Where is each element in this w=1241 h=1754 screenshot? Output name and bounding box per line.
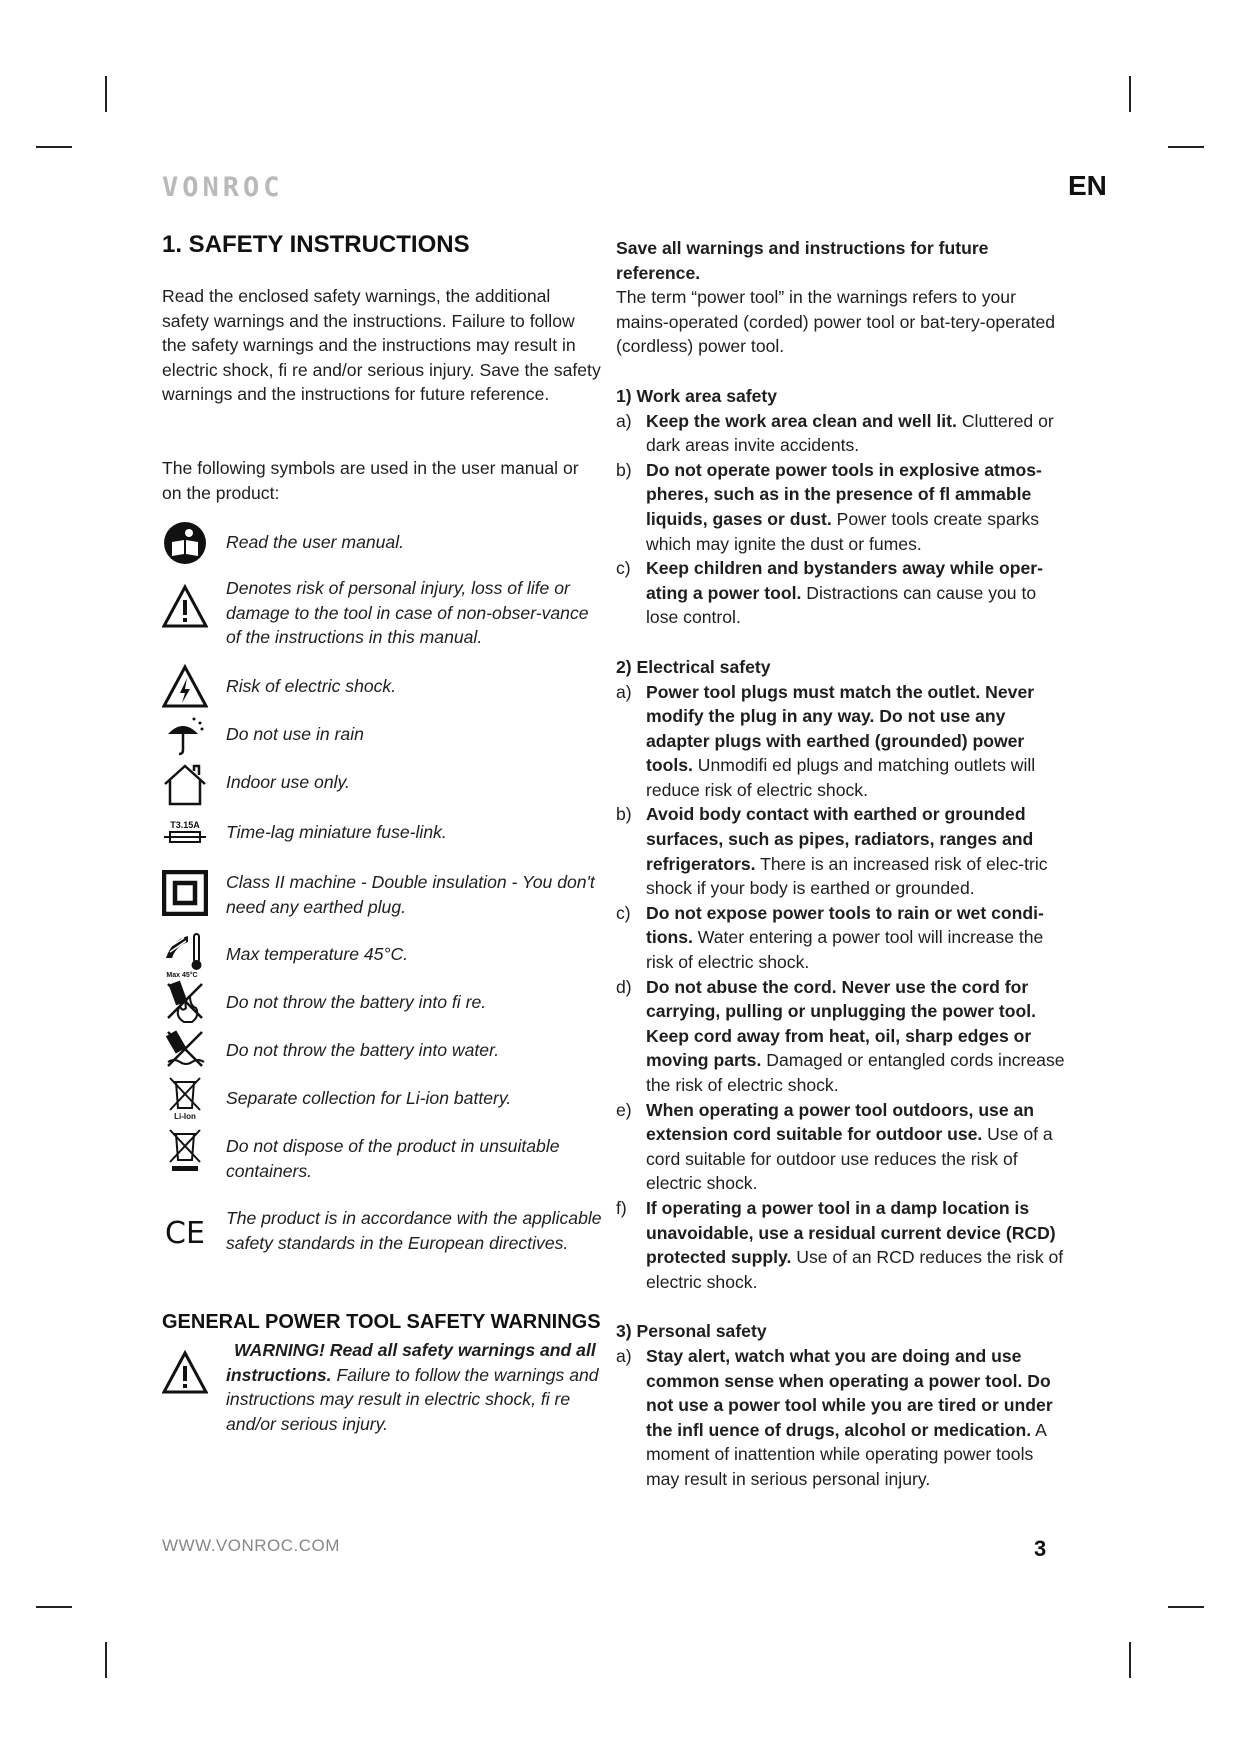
list-item: c) Do not expose power tools to rain or wet condi-tions. Water entering a power tool will increase the risk of electric shock. (616, 902, 1044, 973)
thermometer-label: Max 45°C (166, 972, 198, 978)
section-electrical (616, 655, 1066, 1294)
fuse-icon (162, 810, 208, 856)
ce-mark-text: CE (165, 1216, 205, 1251)
general-warnings-heading: GENERAL POWER TOOL SAFETY WARNINGS (162, 1311, 601, 1333)
language-code: EN (1068, 170, 1107, 201)
general-warning-rest: Failure to follow the warnings and instructions may result in electric shock, fi re and/or serious injury. (226, 1364, 599, 1434)
symbol-text: Read the user manual. (226, 532, 404, 552)
thermometer-icon (162, 932, 208, 978)
li-ion-label: Li-Ion (174, 1112, 196, 1120)
symbol-text: Do not use in rain (226, 724, 364, 744)
general-warning-text (226, 1338, 606, 1436)
section-work-area (616, 384, 1066, 630)
symbol-text: Do not throw the battery into fi re. (226, 992, 487, 1012)
no-fire-icon (162, 978, 208, 1024)
page-title: 1. SAFETY INSTRUCTIONS (162, 231, 470, 258)
symbol-text: Do not throw the battery into water. (226, 1040, 500, 1060)
section-heading: 3) Personal safety (616, 1321, 767, 1342)
read-manual-icon (162, 520, 208, 566)
li-ion-bin-icon (162, 1074, 208, 1120)
list-item: e) When operating a power tool outdoors, use an extension cord suitable for outdoor use. Use of a cord suitable for outdoor use reduces the risk of electric shock. (616, 1099, 1053, 1194)
right-column (616, 236, 1066, 1492)
brand-logo: VONROC (162, 172, 284, 203)
symbol-text: Separate collection for Li-ion battery. (226, 1088, 512, 1108)
section-heading: 2) Electrical safety (616, 656, 771, 677)
crop-mark (36, 1606, 72, 1608)
page-number: 3 (1034, 1536, 1047, 1561)
footer-url: WWW.VONROC.COM (162, 1536, 340, 1555)
crop-mark (105, 1642, 107, 1678)
crop-mark (1129, 76, 1131, 112)
list-item: a) Keep the work area clean and well lit. Cluttered or dark areas invite accidents. (616, 410, 1054, 456)
symbol-text: Denotes risk of personal injury, loss of life or damage to the tool in case of non-obser-vance of the instructions in this manual. (226, 578, 589, 648)
symbol-text: Class II machine - Double insulation - You don't need any earthed plug. (226, 872, 595, 917)
symbol-text: Max temperature 45°C. (226, 944, 409, 964)
crop-mark (1129, 1642, 1131, 1678)
crossed-bin-icon (162, 1126, 208, 1172)
intro-paragraph: Read the enclosed safety warnings, the additional safety warnings and the instructions. Failure to follow the safety warnings and the instructions may result in electric shock, fi re and/or serious injury. Save the safety warnings and the instructions for future reference. (162, 286, 601, 405)
crop-mark (1168, 146, 1204, 148)
crop-mark (105, 76, 107, 112)
symbol-text: The product is in accordance with the applicable safety standards in the European directives. (226, 1208, 602, 1253)
fuse-label: T3.15A (170, 820, 200, 830)
symbol-text: Do not dispose of the product in unsuitable containers. (226, 1136, 560, 1181)
list-item: a) Power tool plugs must match the outlet. Never modify the plug in any way. Do not use any adapter plugs with earthed (grounded) power tools. Unmodifi ed plugs and matching outlets will reduce risk of electric shock. (616, 681, 1036, 800)
electric-shock-icon (162, 664, 208, 710)
symbol-text: Time-lag miniature fuse-link. (226, 822, 447, 842)
list-item: b) Avoid body contact with earthed or grounded surfaces, such as pipes, radiators, ranges and refrigerators. There is an increased risk of elec-tric shock if your body is earthed or grounded. (616, 804, 1048, 899)
symbols-intro: The following symbols are used in the user manual or on the product: (162, 458, 579, 503)
general-warning-bold: WARNING! Read all safety warnings and all instructions. (226, 1340, 596, 1385)
symbol-text: Risk of electric shock. (226, 676, 397, 696)
section-heading: 1) Work area safety (616, 385, 778, 406)
umbrella-rain-icon (162, 714, 208, 760)
warning-triangle-icon (162, 584, 208, 630)
symbol-text: Indoor use only. (226, 772, 350, 792)
crop-mark (36, 146, 72, 148)
section-personal (616, 1319, 1066, 1491)
crop-mark (1168, 1606, 1204, 1608)
list-item: c) Keep children and bystanders away while oper-ating a power tool. Distractions can cause you to lose control. (616, 558, 1043, 628)
list-item: a) Stay alert, watch what you are doing and use common sense when operating a power tool. Do not use a power tool while you are tired or under the infl uence of drugs, alcohol or medication. A moment of inattention while operating power tools may result in serious personal injury. (616, 1345, 1053, 1489)
list-item: f) If operating a power tool in a damp location is unavoidable, use a residual current device (RCD) protected supply. Use of an RCD reduces the risk of electric shock. (616, 1197, 1064, 1292)
list-item: b) Do not operate power tools in explosive atmos-pheres, such as in the presence of fl ammable liquids, gases or dust. Power tools create sparks which may ignite the dust or fumes. (616, 459, 1042, 554)
house-indoor-icon (162, 762, 208, 808)
list-item: d) Do not abuse the cord. Never use the cord for carrying, pulling or unplugging the power tool. Keep cord away from heat, oil, sharp edges or moving parts. Damaged or entangled cords increase the risk of electric shock. (616, 976, 1065, 1095)
save-instructions: Save all warnings and instructions for future reference. (616, 238, 989, 283)
warning-triangle-icon (162, 1350, 208, 1396)
no-water-icon (162, 1026, 208, 1072)
ce-mark-icon (162, 1210, 208, 1256)
power-tool-term: The term “power tool” in the warnings refers to your mains-operated (corded) power tool or bat-tery-operated (cordless) power tool. (616, 287, 1056, 357)
double-insulation-icon (162, 870, 208, 916)
